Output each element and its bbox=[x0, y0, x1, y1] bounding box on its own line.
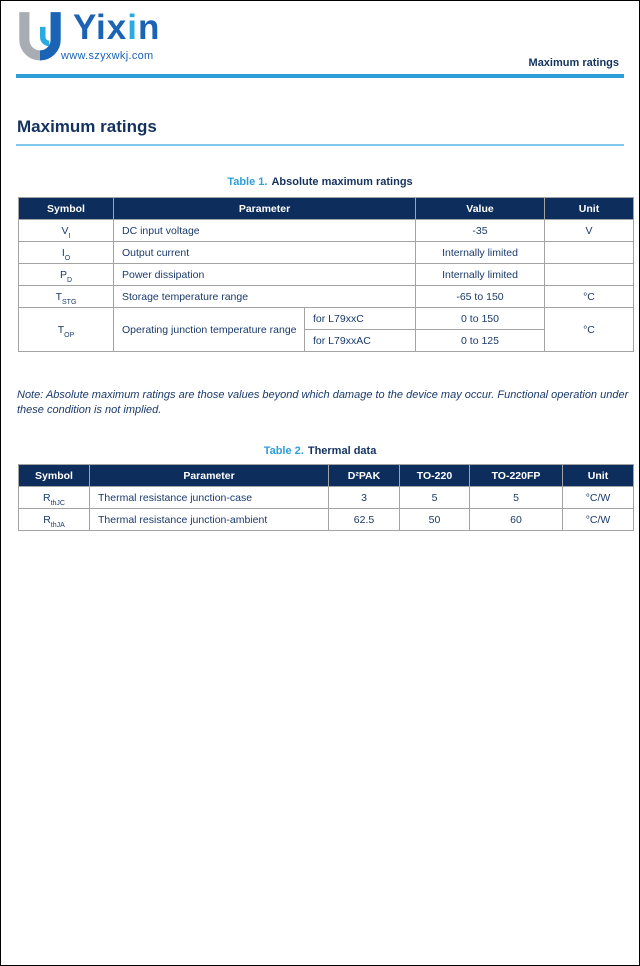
symbol-sub: thJC bbox=[50, 499, 65, 507]
logo-text-block bbox=[61, 8, 161, 62]
yixin-logo bbox=[17, 8, 160, 66]
unit-cell: °C/W bbox=[563, 509, 634, 531]
symbol-sub: OP bbox=[64, 331, 75, 339]
table-row bbox=[19, 286, 634, 308]
unit-cell: °C bbox=[545, 286, 634, 308]
yixin-u-icon bbox=[17, 8, 63, 66]
symbol-base: R bbox=[43, 491, 51, 504]
note-text: Note: Absolute maximum ratings are those values beyond which damage to the device may occur. Functional operation under these condition is not implied. bbox=[17, 389, 629, 416]
to220fp-value-cell: 60 bbox=[470, 509, 563, 531]
unit-cell: °C bbox=[545, 308, 634, 352]
d2pak-value-cell: 62.5 bbox=[329, 509, 400, 531]
symbol-sub: D bbox=[66, 276, 73, 284]
table1-caption bbox=[16, 176, 624, 188]
col-header-symbol: Symbol bbox=[19, 465, 90, 487]
absolute-maximum-ratings-table bbox=[18, 197, 634, 352]
table-row bbox=[19, 509, 634, 531]
col-header-symbol: Symbol bbox=[19, 198, 114, 220]
symbol-sub: STG bbox=[62, 298, 77, 306]
value-cell: 0 to 125 bbox=[416, 330, 545, 352]
symbol-sub: O bbox=[64, 254, 71, 262]
condition-cell: for L79xxAC bbox=[305, 330, 416, 352]
col-header-parameter: Parameter bbox=[90, 465, 329, 487]
unit-cell: °C/W bbox=[563, 487, 634, 509]
parameter-cell: Output current bbox=[114, 242, 416, 264]
col-header-to220: TO-220 bbox=[400, 465, 470, 487]
table2-caption-number: Table 2. bbox=[263, 445, 304, 457]
website-text: www.szyxwkj.com bbox=[61, 50, 154, 62]
page-content bbox=[1, 117, 639, 531]
parameter-cell: Thermal resistance junction-case bbox=[90, 487, 329, 509]
col-header-value: Value bbox=[416, 198, 545, 220]
to220-value-cell: 50 bbox=[400, 509, 470, 531]
table-row bbox=[19, 242, 634, 264]
col-header-parameter: Parameter bbox=[114, 198, 416, 220]
symbol-base: V bbox=[61, 224, 69, 237]
brand-part-2: i bbox=[127, 8, 138, 47]
table-header-row bbox=[19, 198, 634, 220]
col-header-to220fp: TO-220FP bbox=[470, 465, 563, 487]
value-cell: 0 to 150 bbox=[416, 308, 545, 330]
table-header-row bbox=[19, 465, 634, 487]
header-rule bbox=[16, 74, 624, 78]
table-row-grouped bbox=[19, 308, 634, 330]
brand-text bbox=[73, 8, 160, 48]
symbol-base: T bbox=[57, 323, 65, 336]
symbol-cell bbox=[19, 286, 114, 308]
symbol-cell bbox=[19, 308, 114, 352]
page-header bbox=[1, 1, 639, 79]
col-header-unit: Unit bbox=[563, 465, 634, 487]
col-header-d2pak: D²PAK bbox=[329, 465, 400, 487]
unit-cell bbox=[545, 242, 634, 264]
parameter-cell: Thermal resistance junction-ambient bbox=[90, 509, 329, 531]
col-header-unit: Unit bbox=[545, 198, 634, 220]
brand-part-3: n bbox=[137, 8, 161, 47]
table-row bbox=[19, 487, 634, 509]
symbol-cell bbox=[19, 509, 90, 531]
symbol-cell bbox=[19, 264, 114, 286]
symbol-base: T bbox=[55, 290, 63, 303]
value-cell: Internally limited bbox=[416, 264, 545, 286]
d2pak-value-cell: 3 bbox=[329, 487, 400, 509]
parameter-cell: Operating junction temperature range bbox=[114, 308, 305, 352]
unit-cell: V bbox=[545, 220, 634, 242]
table-row bbox=[19, 220, 634, 242]
symbol-base: P bbox=[59, 268, 67, 281]
symbol-base: R bbox=[43, 513, 51, 526]
value-cell: -65 to 150 bbox=[416, 286, 545, 308]
table-row bbox=[19, 264, 634, 286]
condition-cell: for L79xxC bbox=[305, 308, 416, 330]
table1-caption-title: Absolute maximum ratings bbox=[271, 176, 413, 188]
header-section-label: Maximum ratings bbox=[528, 57, 619, 69]
value-cell: Internally limited bbox=[416, 242, 545, 264]
table2-caption bbox=[16, 445, 624, 457]
parameter-cell: DC input voltage bbox=[114, 220, 416, 242]
symbol-sub: I bbox=[68, 232, 71, 240]
symbol-cell bbox=[19, 487, 90, 509]
to220fp-value-cell: 5 bbox=[470, 487, 563, 509]
parameter-cell: Power dissipation bbox=[114, 264, 416, 286]
unit-cell bbox=[545, 264, 634, 286]
symbol-base: I bbox=[61, 246, 65, 259]
to220-value-cell: 5 bbox=[400, 487, 470, 509]
parameter-cell: Storage temperature range bbox=[114, 286, 416, 308]
brand-part-1: Yix bbox=[73, 8, 128, 47]
value-cell: -35 bbox=[416, 220, 545, 242]
table1-caption-number: Table 1. bbox=[227, 176, 268, 188]
symbol-cell bbox=[19, 242, 114, 264]
symbol-sub: thJA bbox=[50, 521, 65, 529]
thermal-data-table bbox=[18, 464, 634, 531]
table2-caption-title: Thermal data bbox=[307, 445, 377, 457]
symbol-cell bbox=[19, 220, 114, 242]
page-title: Maximum ratings bbox=[16, 117, 624, 146]
